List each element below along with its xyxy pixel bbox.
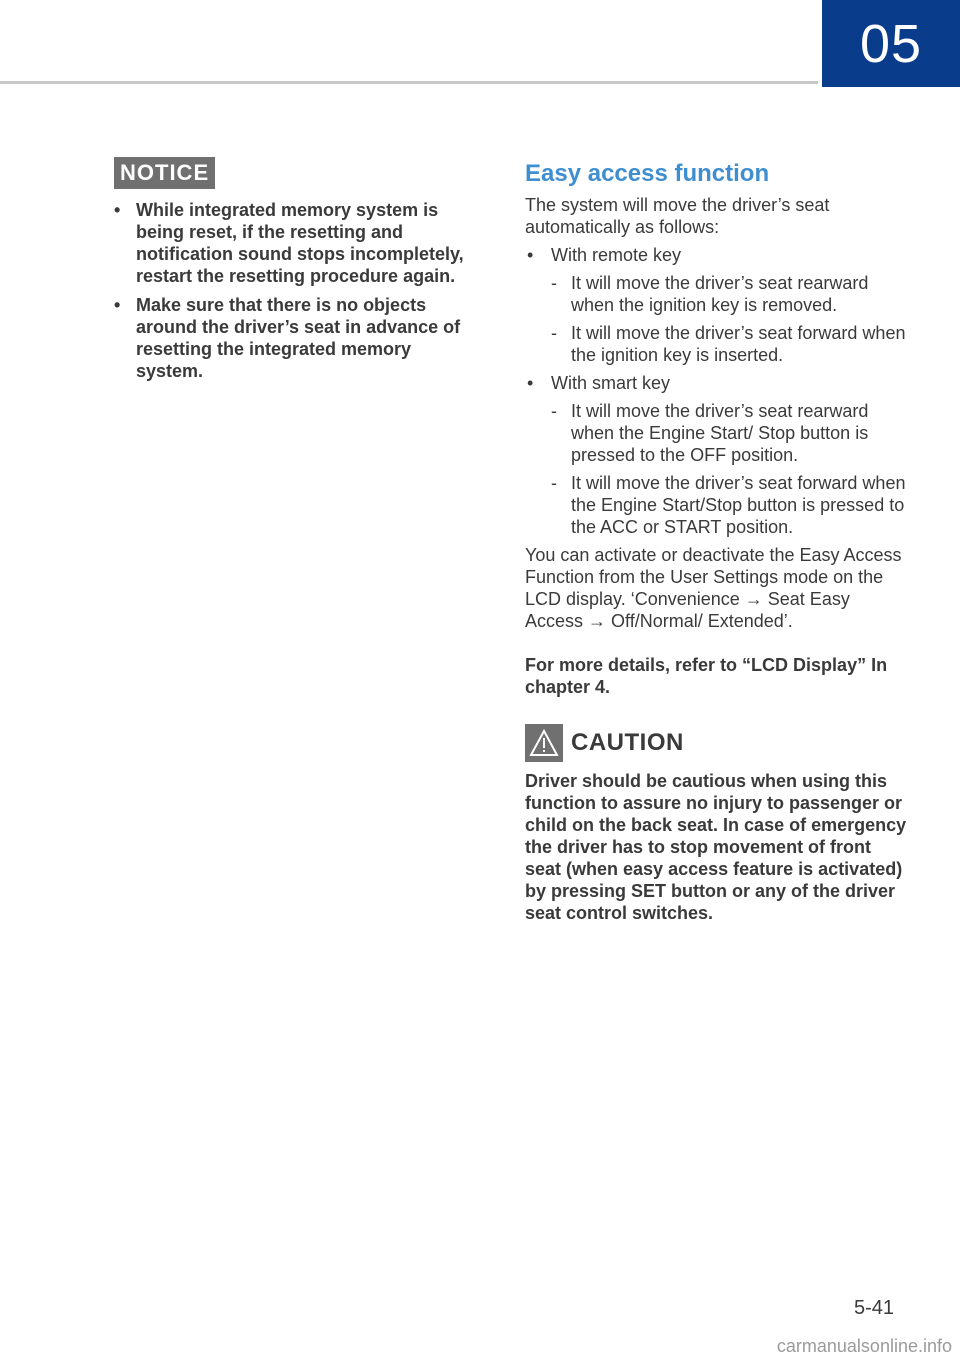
smart-key-sublist [551, 400, 910, 538]
caution-title: CAUTION [571, 729, 684, 756]
caution-header [525, 724, 910, 762]
caution-text: Driver should be cautious when using this function to assure no injury to passenger or child on the back seat. In case of emergency the driver has to stop movement of front seat (when easy access feature is activated) by pressing SET button or any of the driver seat control switches. [525, 771, 907, 923]
notice-item: • Make sure that there is no objects around the driver’s seat in advance of resetting the integrated memory system. [114, 294, 474, 382]
list-item-smart-key [525, 372, 910, 538]
list-item: - It will move the driver’s seat rearward when the ignition key is removed. [551, 272, 910, 316]
notice-item: • While integrated memory system is being reset, if the resetting and notification sound stops incompletely, restart the resetting procedure again. [114, 199, 474, 287]
header-rule [0, 81, 818, 84]
remote-key-sublist [551, 272, 910, 366]
key-type-list [525, 244, 910, 538]
chapter-number: 05 [859, 13, 923, 74]
section-heading: Easy access function [525, 160, 770, 187]
remote-key-label: With remote key [551, 245, 682, 265]
list-item: - It will move the driver’s seat forward when the ignition key is inserted. [551, 322, 910, 366]
notice-list [114, 199, 474, 382]
page-number: 5-41 [853, 1297, 894, 1319]
intro-paragraph: The system will move the driver’s seat automatically as follows: [525, 195, 830, 237]
chapter-tab [822, 0, 960, 87]
activate-paragraph: You can activate or deactivate the Easy Access Function from the User Settings mode on the LCD display. ‘Convenience → Seat Easy Access → Off/Normal/ Extended’. [525, 545, 902, 631]
list-item: - It will move the driver’s seat forward when the Engine Start/Stop button is pressed to the ACC or START position. [551, 472, 910, 538]
list-item: - It will move the driver’s seat rearward when the Engine Start/ Stop button is pressed to the OFF position. [551, 400, 910, 466]
smart-key-label: With smart key [551, 373, 671, 393]
list-item-remote-key [525, 244, 910, 366]
left-column [114, 157, 474, 389]
more-details-paragraph: For more details, refer to “LCD Display” In chapter 4. [525, 655, 888, 697]
warning-triangle-icon [525, 724, 563, 762]
right-column [525, 158, 910, 924]
notice-label: NOTICE [114, 157, 215, 189]
watermark: carmanualsonline.info [776, 1336, 952, 1356]
